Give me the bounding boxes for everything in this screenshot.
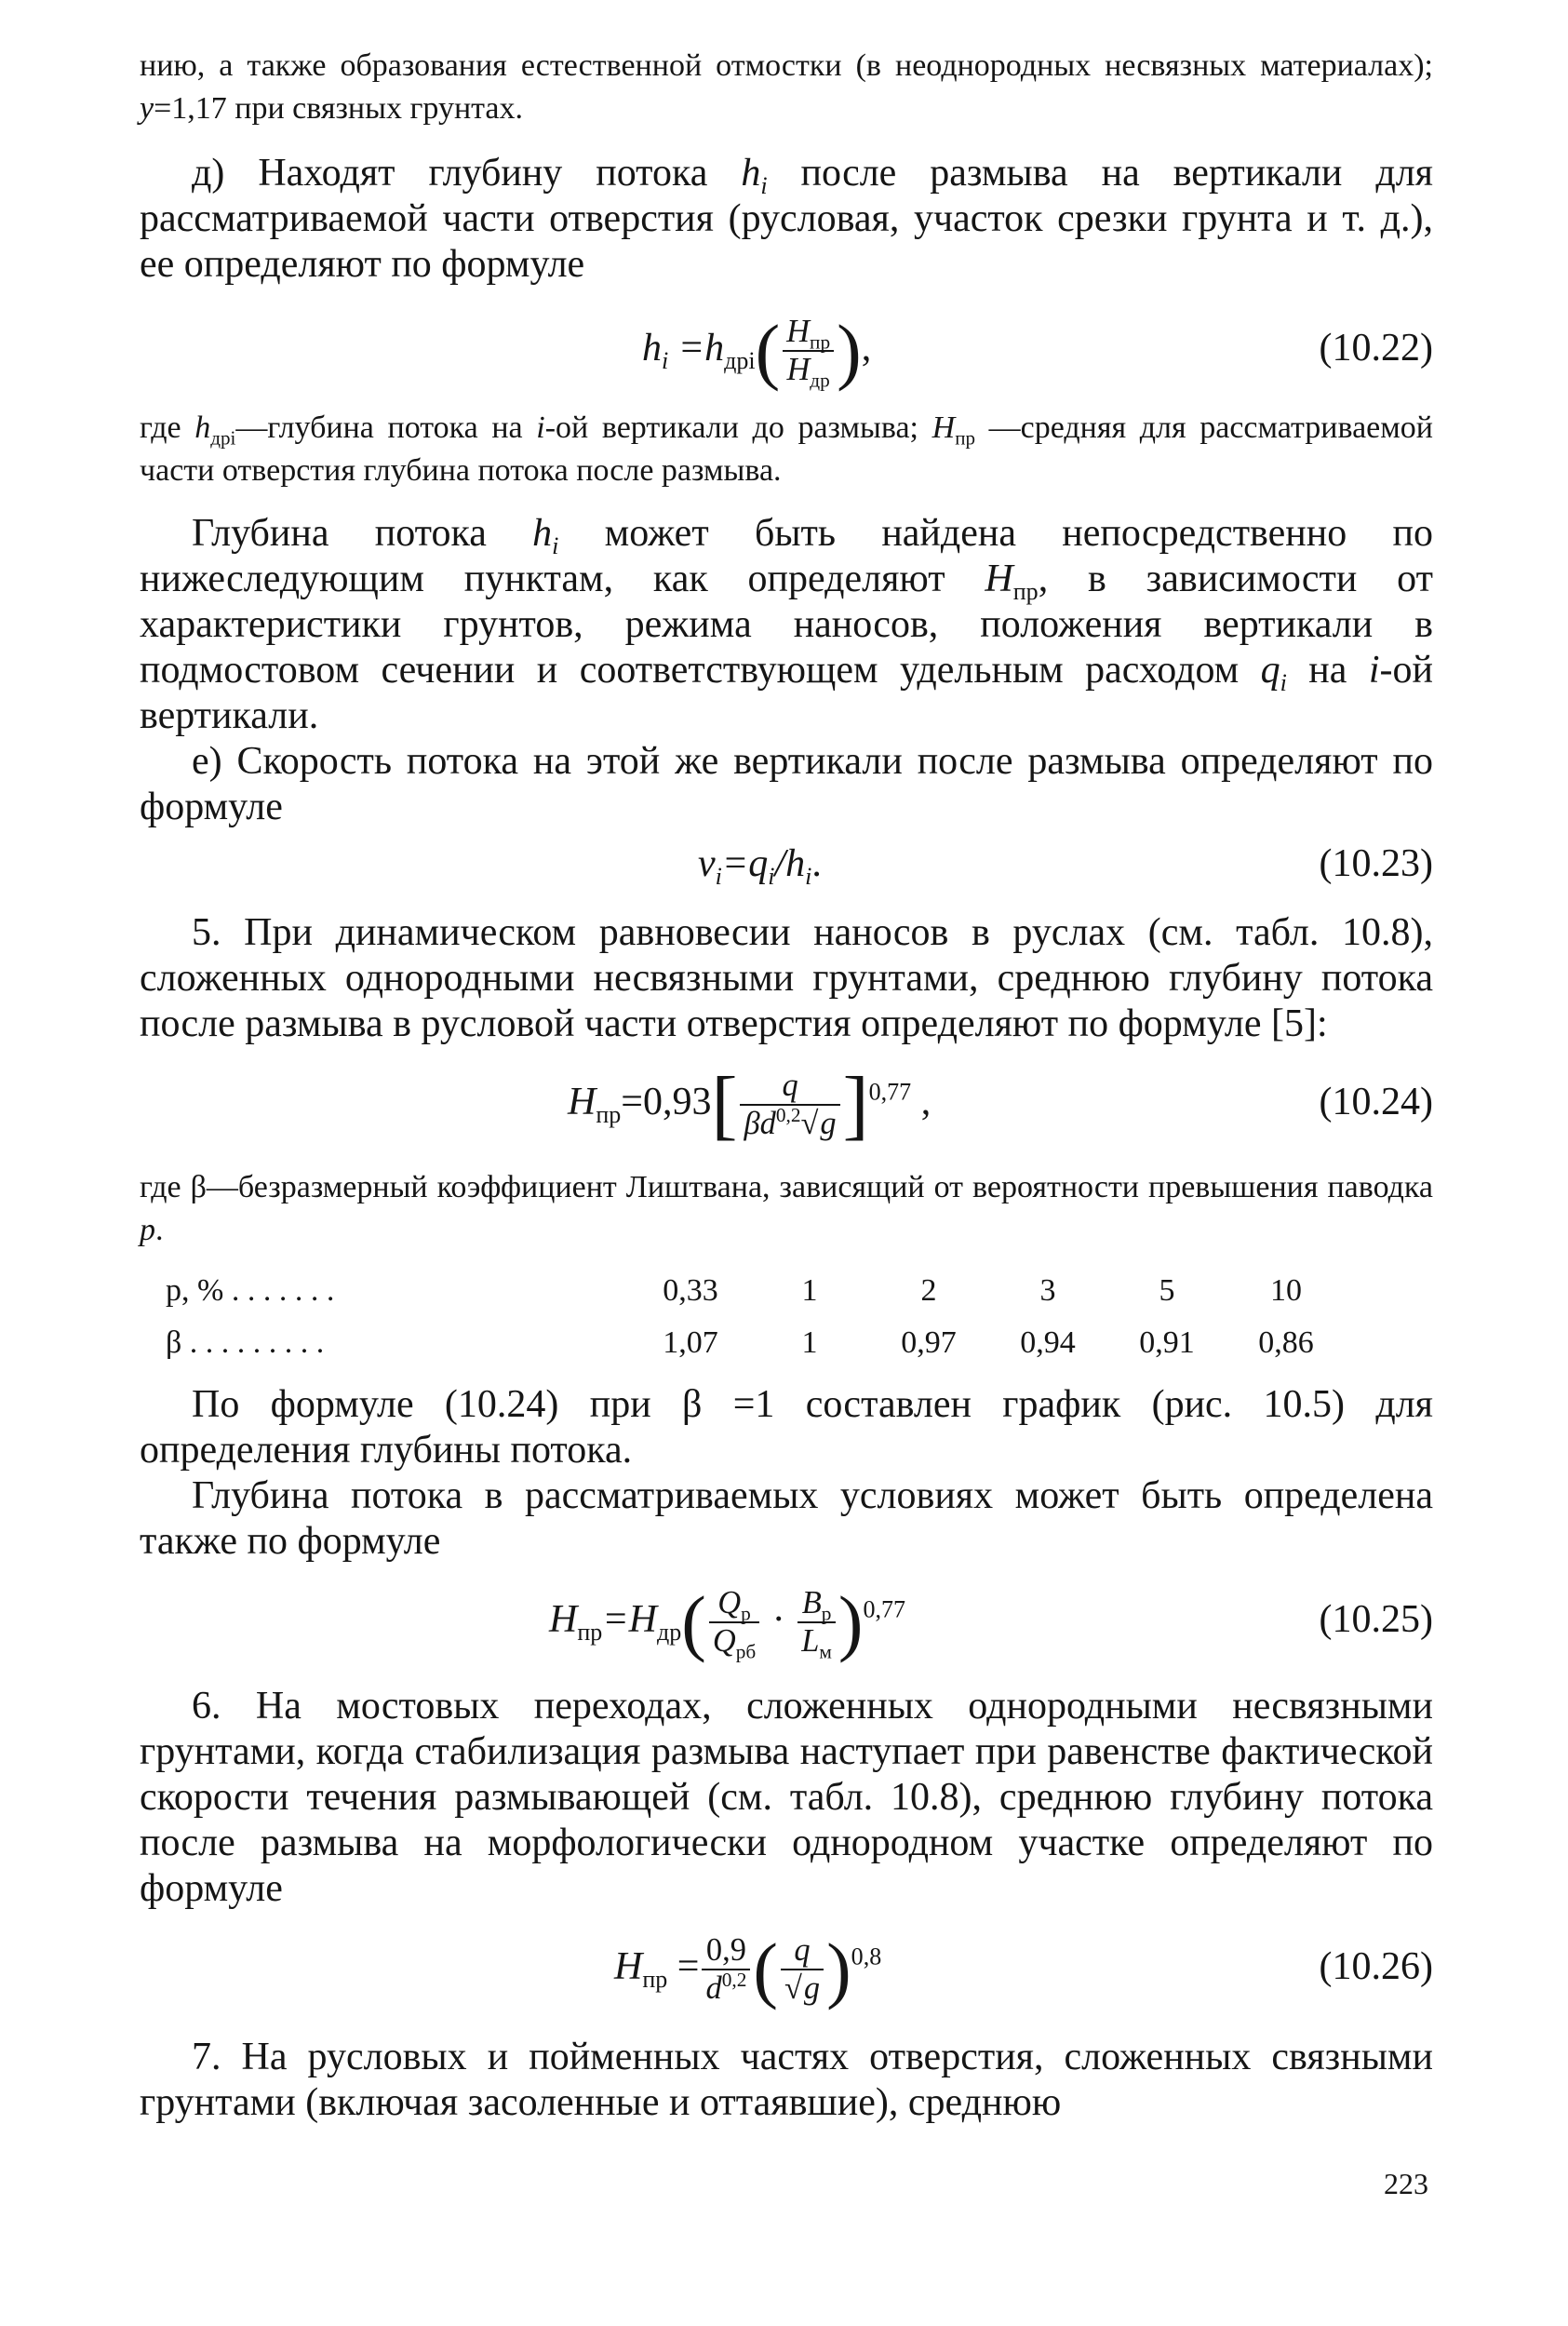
paragraph-where-10-22: где $h_{дрi}—глубина$ потока на i-ой вертикали до размыва; $H_{пр}$ —средняя для рассматриваемой части отверстия глубина потока после размыва.: [140, 410, 1433, 488]
table-row: p, % . . . . . . . 0,33 1 2 3 5 10: [166, 1273, 1302, 1308]
equation-10-24: $H_{пр}=0,93$[ $\frac{q}{\beta d^{0,2}√g}$ ]$^{0,77}$ , (10.24): [140, 1047, 1433, 1155]
paragraph-d: д) Находят глубину потока $h_i$ после размыва на вертикали для рассматриваемой части отверстия (русловая, участок срезки грунта и т. д.), ее определяют по формуле: [140, 152, 1433, 286]
page-content: [140, 45, 1433, 2126]
equation-10-26: $H_{пр}$ = $\frac{0,9}{d^{0,2}}$ ( $\frac{q}{√g}$ )$^{0,8}$ (10.26): [140, 1912, 1433, 2027]
paragraph-depth: Глубина потока $h_i$ может быть найдена непосредственно по нижеследующим пунктам, как определяют $H_{пр}$, в зависимости от характеристики грунтов, режима наносов, положения вертикали в подмостовом сечении и соответствующем удельным расходом $q_i$ на i-ой вертикали.: [140, 512, 1433, 737]
paragraph-also: Глубина потока в рассматриваемых условиях может быть определена также по формуле: [140, 1474, 1433, 1563]
equation-10-25: $H_{пр}=H_{др}$( $\frac{Q_р}{Q_{рб}}$ · $\frac{B_р}{L_м}$ )$^{0,77}$ (10.25): [140, 1565, 1433, 1680]
equation-number: (10.26): [1319, 1945, 1433, 1988]
equation-number: (10.22): [1319, 327, 1433, 370]
equation-number: (10.23): [1319, 842, 1433, 885]
equation-number: (10.24): [1319, 1081, 1433, 1123]
paragraph-top: нию, а также образования естественной отмостки (в неоднородных несвязных материалах); y=1,17 при связных грунтах.: [140, 48, 1433, 126]
paragraph-where-10-24: где β—безразмерный коэффициент Лиштвана, зависящий от вероятности превышения паводка p.: [140, 1170, 1433, 1247]
equation-number: (10.25): [1319, 1598, 1433, 1641]
beta-table: [166, 1265, 1346, 1369]
paragraph-e: е) Скорость потока на этой же вертикали после размыва определяют по формуле: [140, 740, 1433, 828]
page-number: 223: [1384, 2167, 1428, 2200]
paragraph-6: 6. На мостовых переходах, сложенных однородными несвязными грунтами, когда стабилизация размыва наступает при равенстве фактической скорости течения размывающей (см. табл. 10.8), среднюю глубину потока после размыва на морфологически однородном участке определяют по формуле: [140, 1685, 1433, 1910]
equation-10-23: $v_i=q_i/h_i$. (10.23): [140, 830, 1433, 897]
paragraph-5: 5. При динамическом равновесии наносов в руслах (см. табл. 10.8), сложенных однородными несвязными грунтами, среднюю глубину потока после размыва в русловой части отверстия определяют по формуле [5]:: [140, 911, 1433, 1045]
paragraph-chart: По формуле (10.24) при β =1 составлен график (рис. 10.5) для определения глубины потока.: [140, 1383, 1433, 1472]
paragraph-7: 7. На русловых и пойменных частях отверстия, сложенных связными грунтами (включая засоленные и оттаявшие), среднюю: [140, 2036, 1433, 2124]
equation-10-22: $h_i =h_{дрi}$( $\frac{H_{пр}}{H_{др}}$ ), (10.22): [140, 293, 1433, 403]
table-row: β . . . . . . . . . 1,07 1 0,97 0,94 0,91 0,86: [166, 1325, 1314, 1360]
